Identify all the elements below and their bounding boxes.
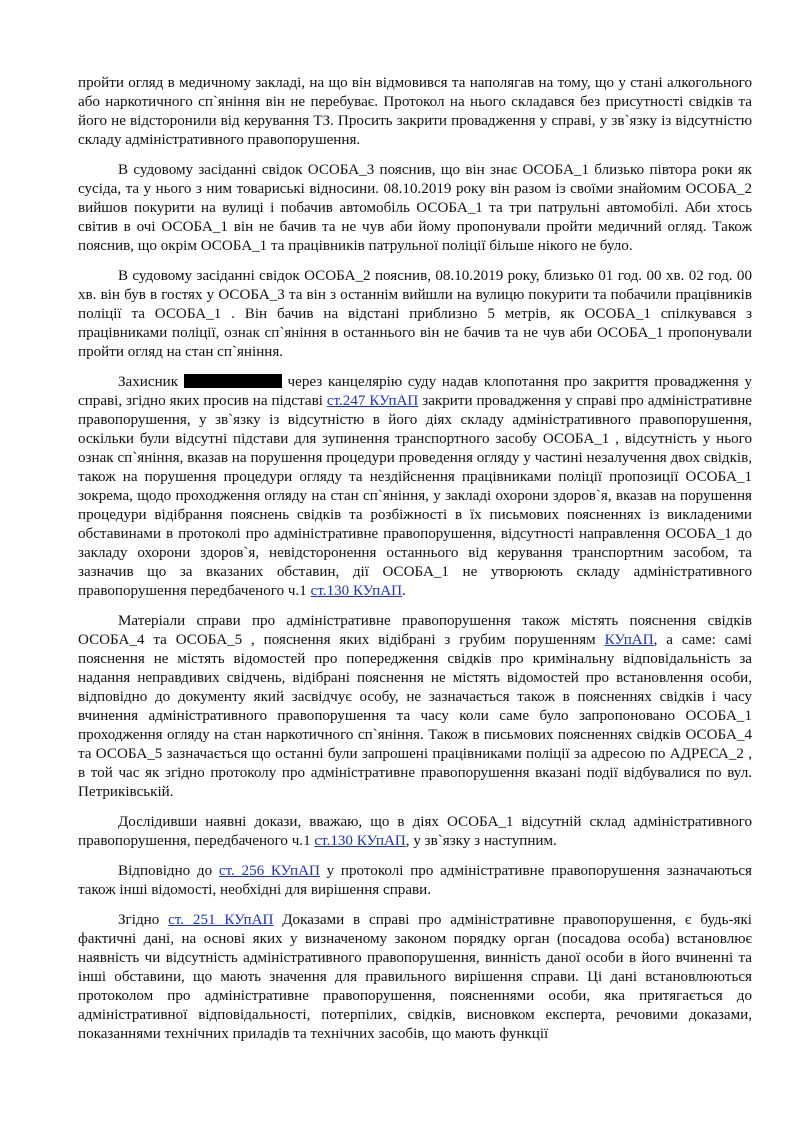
text: Матеріали справи про адміністративне правопорушення також містять пояснення свідків ОСОБА_4 та ОСОБА_5 , пояснення яких відібрані з грубим порушенням xyxy=(78,613,752,648)
redacted-name xyxy=(184,374,282,388)
text: через канцелярію суду надав клопотання про закриття провадження у справі, згідно яких просив на підставі xyxy=(78,374,752,409)
paragraph-2: В судовому засіданні свідок ОСОБА_3 пояснив, що він знає ОСОБА_1 близько півтора роки як сусіда, та у нього з ним товариські відносини. 08.10.2019 року він разом із своїми знайомим ОСОБА_2 вийшов покурити на вулиці і побачив автомобіль ОСОБА_1 та три патрульні автомобілі. Аби хтось світив в очі ОСОБА_1 він не бачив та не чув аби йому пропонували пройти медичний огляд. Також пояснив, що окрім ОСОБА_1 та працівників патрульної поліції більше нікого не було. xyxy=(78,162,752,254)
text: Доказами в справі про адміністративне правопорушення, є будь-які фактичні дані, на основі яких у визначеному законом порядку орган (посадова особа) встановлює наявність чи відсутність адміністративного правопорушення, винність даної особи в його вчиненні та інші обставини, що мають значення для правильного вирішення справи. Ці дані встановлюються протоколом про адміністративне правопорушення, поясненнями особи, яка притягається до адміністративної відповідальності, потерпілих, свідків, висновком експерта, речовими доказами, показаннями технічних приладів та технічних засобів, що мають функції xyxy=(78,912,752,1042)
paragraph-7 xyxy=(78,862,752,900)
law-link-art-251[interactable]: ст. 251 КУпАП xyxy=(168,912,274,928)
text: Захисник xyxy=(118,374,179,390)
law-link-art-130[interactable]: ст.130 КУпАП xyxy=(314,833,406,849)
document-page xyxy=(78,74,752,1055)
text: у протоколі про адміністративне правопорушення зазначаються також інші відомості, необхідні для вирішення справи. xyxy=(78,863,752,898)
law-link-kupap[interactable]: КУпАП xyxy=(604,632,654,648)
text: Згідно xyxy=(118,912,160,928)
paragraph-4 xyxy=(78,373,752,601)
law-link-art-130[interactable]: ст.130 КУпАП xyxy=(310,583,402,599)
law-link-art-247[interactable]: ст.247 КУпАП xyxy=(326,393,419,409)
text: , у зв`язку з наступним. xyxy=(405,833,557,849)
text: Відповідно до xyxy=(118,863,213,879)
paragraph-1: пройти огляд в медичному закладі, на що він відмовився та наполягав на тому, що у стані алкогольного або наркотичного сп`яніння він не перебуває. Протокол на нього складався без присутності свідків та його не відсторонили від керування ТЗ. Просить закрити провадження у справі, у зв`язку із відсутністю складу адміністративного правопорушення. xyxy=(78,75,752,148)
paragraph-5 xyxy=(78,612,752,802)
text: , а саме: самі пояснення не містять відомостей про попередження свідків про кримінальну відповідальність за надання неправдивих свідчень, відібрані пояснення не містять відомостей про встановлення особи, відповідно до документу який засвідчує особу, не зазначається також в поясненнях свідків і часу вчинення адміністративного правопорушення та часу коли саме було запропоновано ОСОБА_1 проходження огляду на стан наркотичного сп`яніння. Також в письмових поясненнях свідків ОСОБА_4 та ОСОБА_5 зазначається що останні були запрошені працівниками поліції за адресою по АДРЕСА_2 , в той час як згідно протоколу про адміністративне правопорушення вказані події відбувалися по вул. Петриківській. xyxy=(78,632,752,800)
text: Дослідивши наявні докази, вважаю, що в діях ОСОБА_1 відсутній склад адміністративного правопорушення, передбаченого ч.1 xyxy=(78,814,752,849)
text: закрити провадження у справі про адміністративне правопорушення, у зв`язку із відсутністю в його діях складу адміністративного правопорушення, оскільки були відсутні підстави для зупинення транспортного засобу ОСОБА_1 , відсутність у нього ознак сп`яніння, вказав на порушення процедури проведення огляду у частині незалучення двох свідків, також на порушення процедури огляду та нездійснення працівниками поліції пропозиції ОСОБА_1 зокрема, щодо проходження огляду на стан сп`яніння, у закладі охорони здоров`я, вказав на порушення процедури відібрання пояснень свідків та розбіжності в їх письмових поясненнях із викладеними обставинами в протоколі про адміністративне правопорушення, відсутності направлення ОСОБА_1 до закладу охорони здоров`я, невідсторонення останнього від керування транспортним засобом, та зазначив що за вказаних обставин, дії ОСОБА_1 не утворюють складу адміністративного правопорушення передбаченого ч.1 xyxy=(78,393,752,599)
paragraph-3: В судовому засіданні свідок ОСОБА_2 пояснив, 08.10.2019 року, близько 01 год. 00 хв. 02 год. 00 хв. він був в гостях у ОСОБА_3 та він з останнім вийшли на вулицю покурити та побачили працівників поліції та ОСОБА_1 . Він бачив на відстані приблизно 5 метрів, як ОСОБА_1 спілкувався з працівниками поліції, ознак сп`яніння в останнього він не бачив та не чув аби ОСОБА_1 пропонували пройти огляд на стан сп`яніння. xyxy=(78,268,752,360)
law-link-art-256[interactable]: ст. 256 КУпАП xyxy=(218,863,320,879)
paragraph-8 xyxy=(78,911,752,1044)
text: . xyxy=(402,583,406,599)
paragraph-6 xyxy=(78,813,752,851)
